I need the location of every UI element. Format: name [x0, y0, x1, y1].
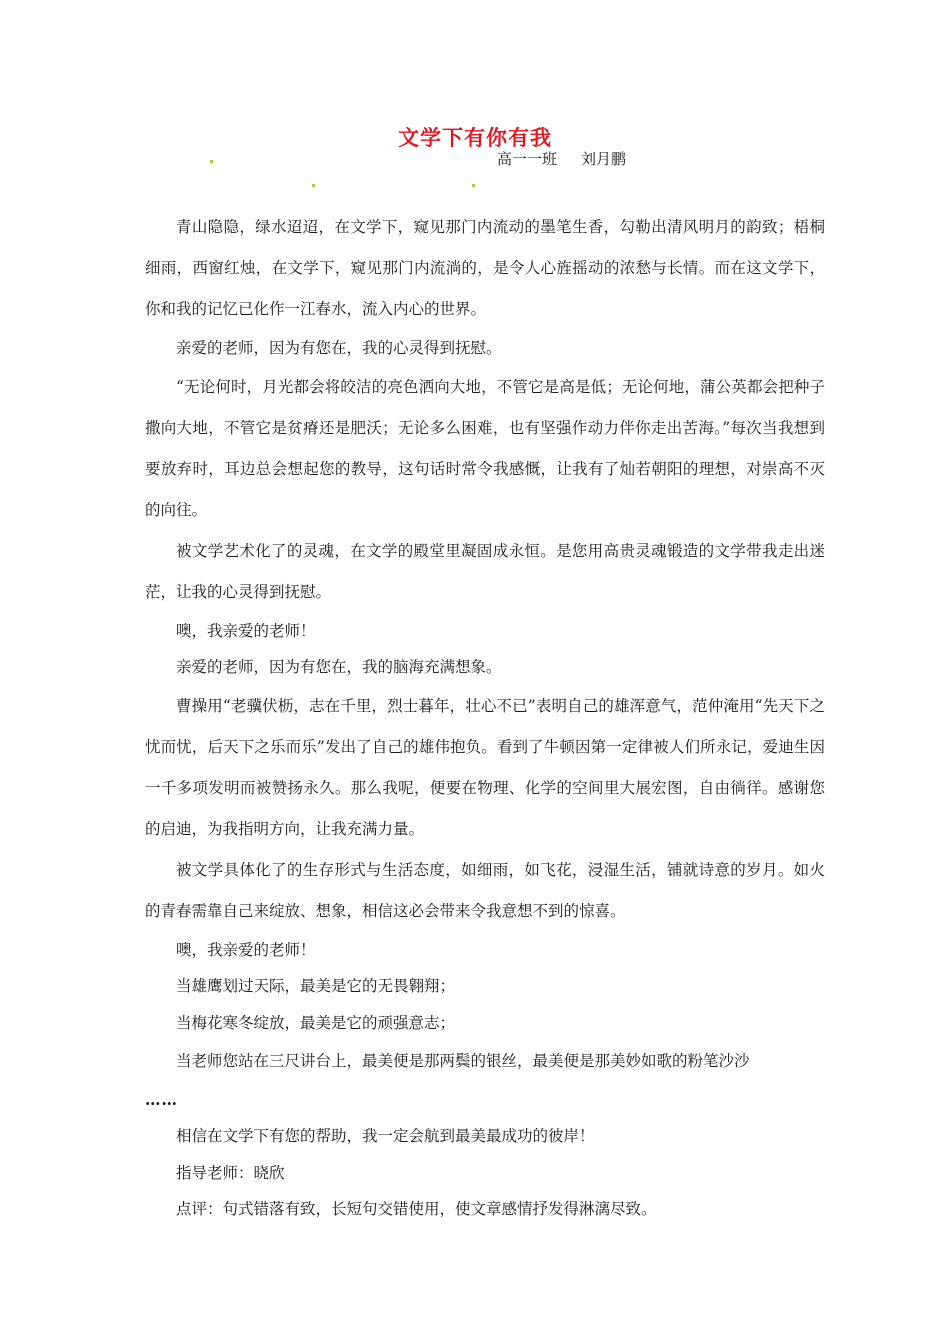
byline	[497, 148, 626, 169]
paragraph: 被文学具体化了的生存形式与生活态度，如细雨，如飞花，浸湿生活，铺就诗意的岁月。如火的青春需靠自己来绽放、想象，相信这必会带来令我意想不到的惊喜。	[145, 860, 825, 920]
paragraph: 噢，我亲爱的老师！	[176, 940, 316, 959]
paragraph: “无论何时，月光都会将皎洁的亮色洒向大地，不管它是高是低；无论何地，蒲公英都会把种子撒向大地，不管它是贫瘠还是肥沃；无论多么困难，也有坚强作动力伴你走出苦海。”每次当我想到要放弃时，耳边总会想起您的教导，这句话时常令我感慨，让我有了灿若朝阳的理想，对崇高不灭的向往。	[145, 377, 825, 519]
paragraph: 当梅花寒冬绽放，最美是它的顽强意志；	[176, 1013, 456, 1032]
paragraph: 亲爱的老师，因为有您在，我的心灵得到抚慰。	[176, 339, 502, 357]
paragraph: 被文学艺术化了的灵魂，在文学的殿堂里凝固成永恒。是您用高贵灵魂锻造的文学带我走出迷茫，让我的心灵得到抚慰。	[145, 541, 825, 601]
paragraph: 噢，我亲爱的老师！	[176, 621, 316, 640]
article-body	[145, 207, 825, 1228]
document-title: 文学下有你有我	[398, 125, 552, 150]
paragraph: 当老师您站在三尺讲台上，最美便是那两鬓的银丝，最美便是那美妙如歌的粉笔沙沙	[176, 1052, 750, 1070]
paragraph: 相信在文学下有您的帮助，我一定会航到最美最成功的彼岸！	[176, 1127, 595, 1145]
comment-line: 点评：句式错落有致，长短句交错使用，使文章感情抒发得淋漓尽致。	[176, 1200, 657, 1218]
paragraph: 亲爱的老师，因为有您在，我的脑海充满想象。	[176, 658, 502, 676]
paragraph: 当雄鹰划过天际，最美是它的无畏翱翔；	[176, 977, 456, 995]
speck-mark	[312, 184, 315, 187]
author-name: 刘月鹏	[581, 150, 627, 168]
paragraph: 曹操用“老骥伏枥，志在千里，烈士暮年，壮心不已”表明自己的雄浑意气，范仲淹用“先天下之忧而忧，后天下之乐而乐”发出了自己的雄伟抱负。看到了牛顿因第一定律被人们所永记，爱迪生因一千多项发明而被赞扬永久。那么我呢，便要在物理、化学的空间里大展宏图，自由徜徉。感谢您的启迪，为我指明方向，让我充满力量。	[145, 696, 825, 838]
class-name: 高一一班	[497, 150, 558, 168]
paragraph: 青山隐隐，绿水迢迢，在文学下，窥见那门内流动的墨笔生香，勾勒出清风明月的韵致；梧桐细雨，西窗红烛，在文学下，窥见那门内流淌的，是令人心旌摇动的浓愁与长情。而在这文学下，你和我的记忆已化作一江春水，流入内心的世界。	[145, 218, 825, 318]
speck-mark	[472, 184, 475, 187]
speck-mark	[210, 160, 213, 163]
ellipsis-line: ……	[145, 1090, 178, 1109]
advisor-line: 指导老师：晓欣	[176, 1163, 285, 1182]
